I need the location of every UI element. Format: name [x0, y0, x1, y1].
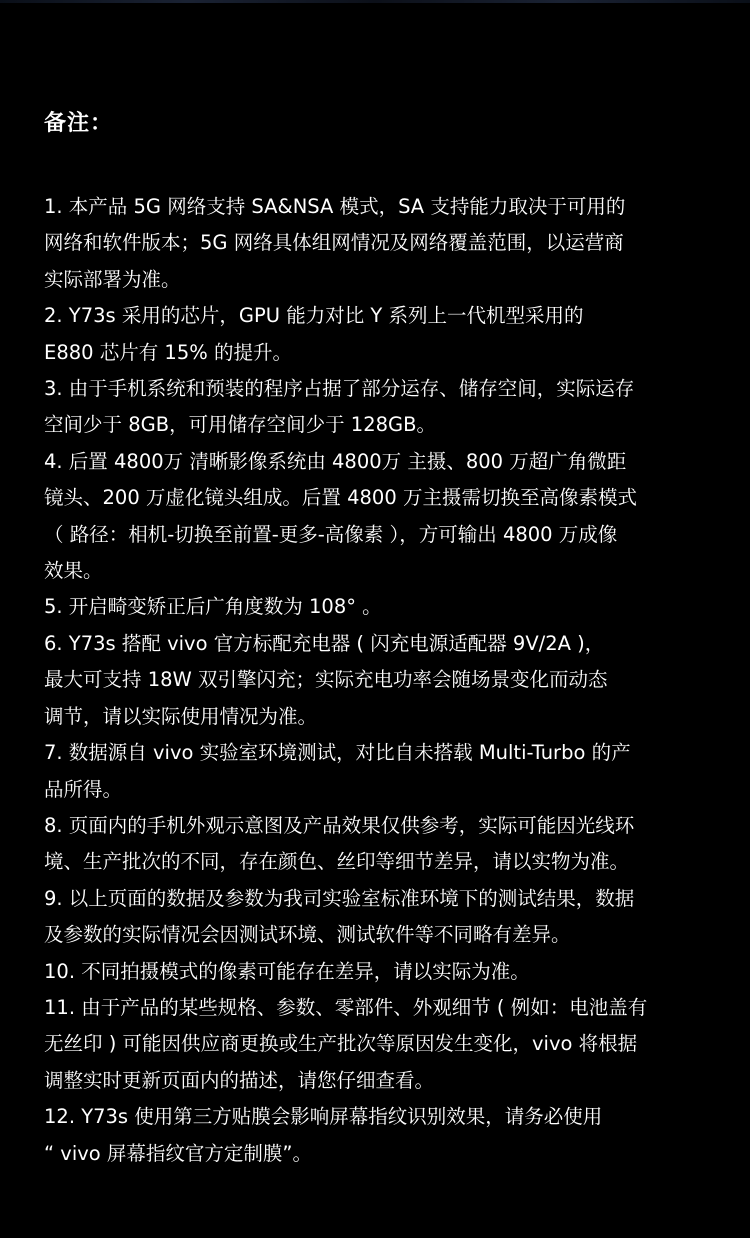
note-line: 1. 本产品 5G 网络支持 SA&NSA 模式，SA 支持能力取决于可用的 — [44, 195, 626, 218]
note-line: 5. 开启畸变矫正后广角度数为 108° 。 — [44, 595, 382, 619]
notes-section — [44, 108, 714, 1172]
note-line: 境、生产批次的不同，存在颜色、丝印等细节差异，请以实物为准。 — [44, 850, 630, 874]
note-line: 8. 页面内的手机外观示意图及产品效果仅供参考，实际可能因光线环 — [44, 813, 635, 837]
note-line: 网络和软件版本；5G 网络具体组网情况及网络覆盖范围，以运营商 — [44, 231, 624, 255]
note-line: 6. Y73s 搭配 vivo 官方标配充电器 ( 闪充电源适配器 9V/2A )， — [44, 631, 605, 655]
note-item — [44, 808, 714, 881]
note-item — [44, 626, 714, 735]
note-line: 效果。 — [44, 559, 103, 583]
note-line: 镜头、200 万虚化镜头组成。后置 4800 万主摄需切换至高像素模式 — [44, 486, 637, 510]
note-line: 9. 以上页面的数据及参数为我司实验室标准环境下的测试结果，数据 — [44, 886, 635, 910]
note-item — [44, 990, 714, 1099]
note-line: 空间少于 8GB，可用储存空间少于 128GB。 — [44, 413, 436, 437]
note-line: （ 路径：相机-切换至前置-更多-高像素 ），方可输出 4800 万成像 — [44, 522, 618, 546]
note-line: 品所得。 — [44, 777, 123, 801]
note-item — [44, 954, 714, 990]
note-line: 7. 数据源自 vivo 实验室环境测试，对比自未搭载 Multi-Turbo 的产 — [44, 741, 631, 765]
note-line: 4. 后置 4800万 清晰影像系统由 4800万 主摄、800 万超广角微距 — [44, 449, 627, 473]
note-item — [44, 189, 714, 298]
note-line: 及参数的实际情况会因测试环境、测试软件等不同略有差异。 — [44, 923, 571, 947]
note-item — [44, 735, 714, 808]
note-line: 11. 由于产品的某些规格、参数、零部件、外观细节 ( 例如：电池盖有 — [44, 995, 648, 1019]
note-item — [44, 1099, 714, 1172]
note-line: 10. 不同拍摄模式的像素可能存在差异，请以实际为准。 — [44, 959, 530, 983]
notes-title: 备注： — [44, 111, 114, 136]
note-line: 实际部署为准。 — [44, 267, 181, 291]
note-item — [44, 371, 714, 444]
note-line: 调节，请以实际使用情况为准。 — [44, 704, 318, 728]
note-item — [44, 589, 714, 625]
note-item — [44, 298, 714, 371]
top-image-edge — [0, 0, 750, 3]
note-line: 最大可支持 18W 双引擎闪充；实际充电功率会随场景变化而动态 — [44, 668, 608, 692]
note-line: 2. Y73s 采用的芯片，GPU 能力对比 Y 系列上一代机型采用的 — [44, 304, 584, 328]
note-line: 12. Y73s 使用第三方贴膜会影响屏幕指纹识别效果，请务必使用 — [44, 1105, 603, 1129]
note-line: 无丝印 ) 可能因供应商更换或生产批次等原因发生变化，vivo 将根据 — [44, 1032, 638, 1056]
note-line: “ vivo 屏幕指纹官方定制膜”。 — [44, 1141, 313, 1165]
note-line: 3. 由于手机系统和预装的程序占据了部分运存、储存空间，实际运存 — [44, 377, 635, 401]
note-line: 调整实时更新页面内的描述，请您仔细查看。 — [44, 1068, 435, 1092]
note-line: E880 芯片有 15% 的提升。 — [44, 340, 292, 364]
note-item — [44, 444, 714, 590]
notes-list — [44, 189, 714, 1172]
note-item — [44, 881, 714, 954]
